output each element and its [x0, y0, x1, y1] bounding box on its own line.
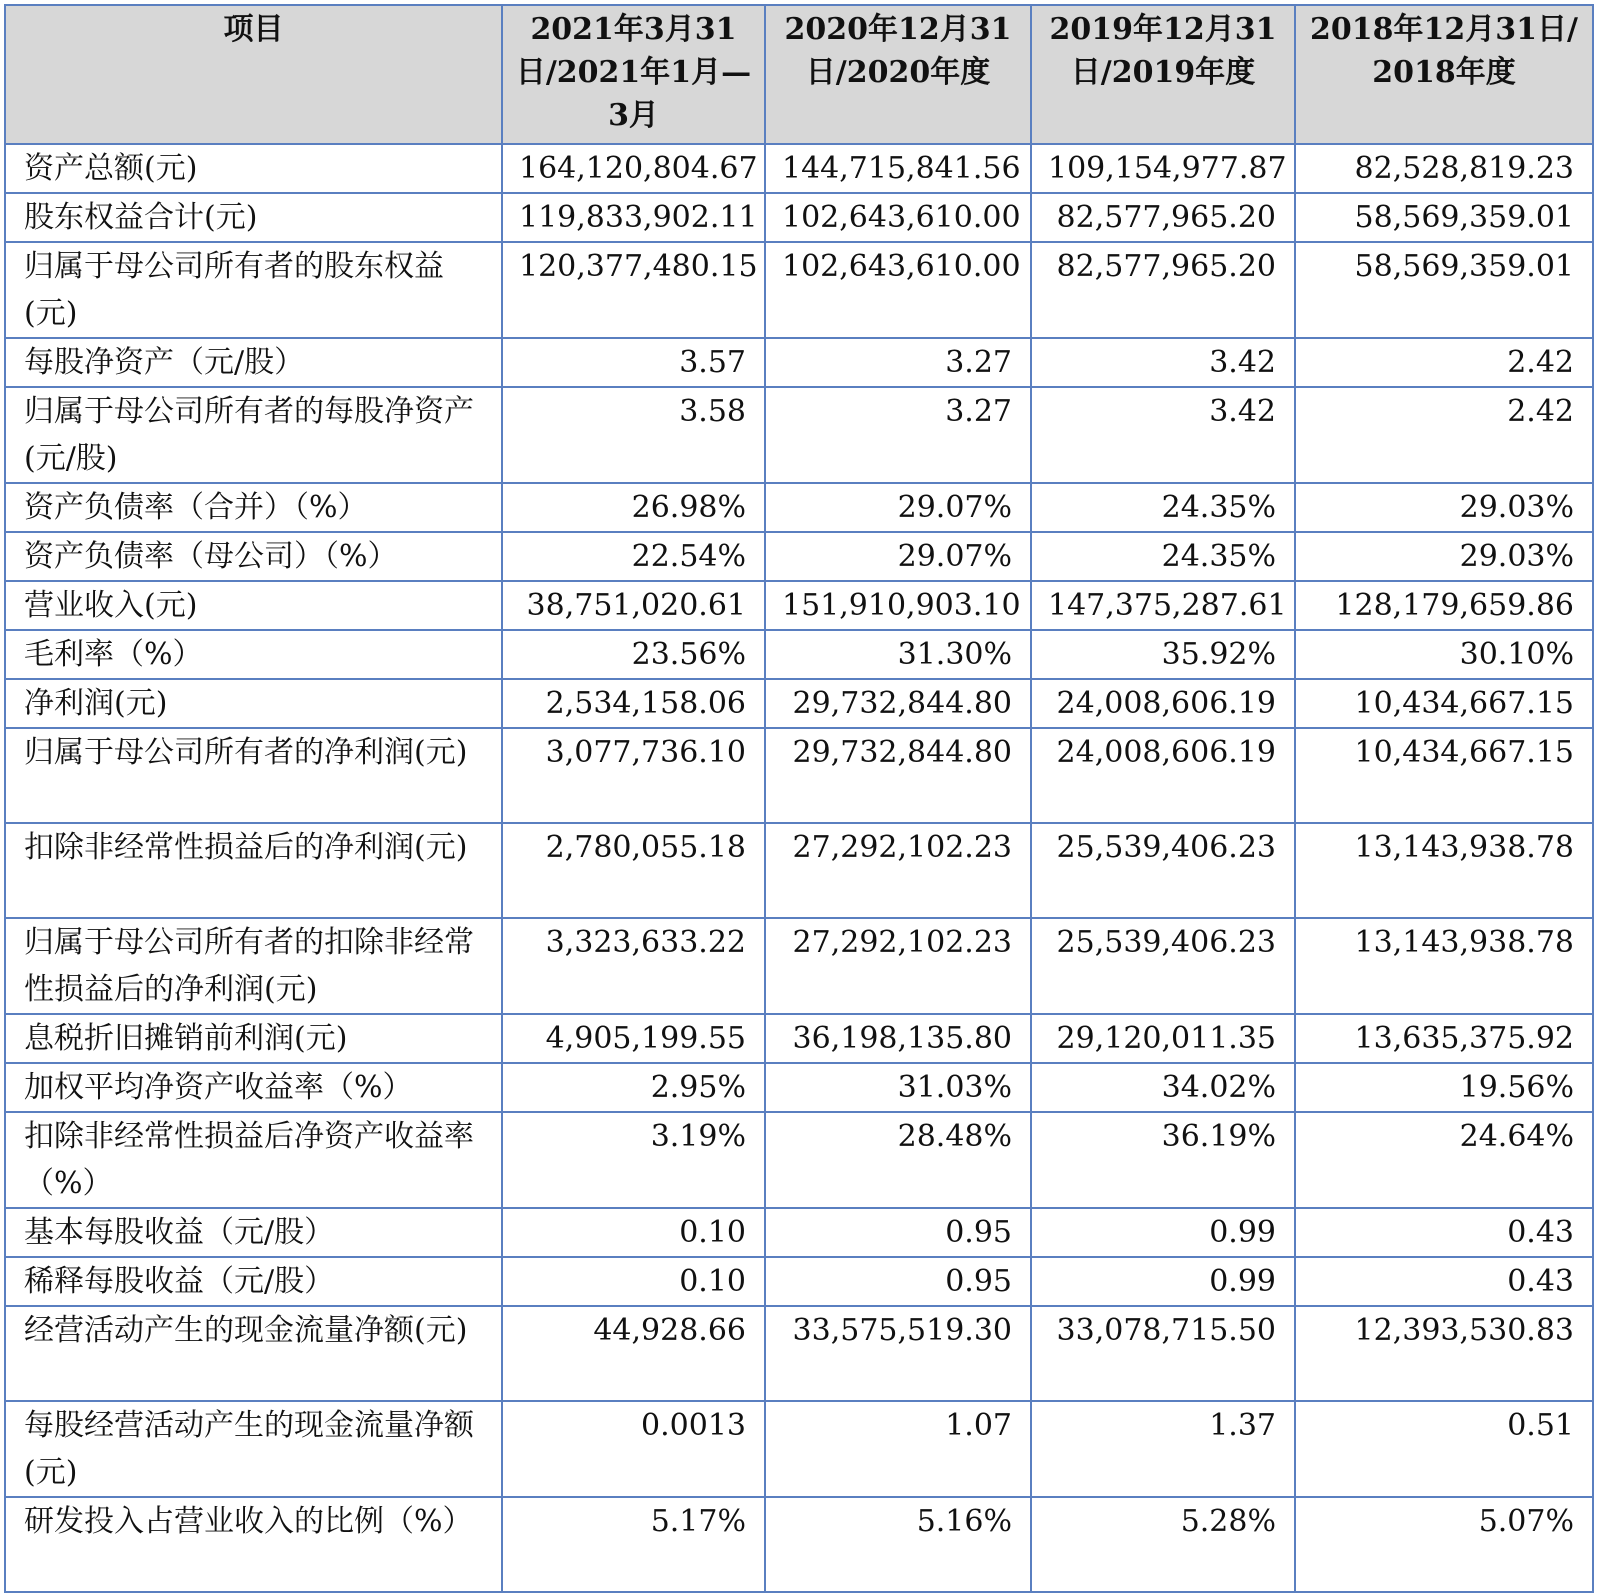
row-value: 24.35% — [1031, 532, 1295, 581]
row-value: 27,292,102.23 — [765, 823, 1031, 918]
row-value: 119,833,902.11 — [502, 193, 765, 242]
row-value: 0.99 — [1031, 1208, 1295, 1257]
row-value: 2,780,055.18 — [502, 823, 765, 918]
table-row — [5, 483, 1593, 532]
row-label: 经营活动产生的现金流量净额(元) — [5, 1306, 502, 1401]
row-value: 24,008,606.19 — [1031, 679, 1295, 728]
header-row — [5, 5, 1593, 144]
table-row — [5, 242, 1593, 338]
row-label: 资产负债率（合并）（%） — [5, 483, 502, 532]
row-value: 102,643,610.00 — [765, 242, 1031, 338]
row-value: 3.58 — [502, 387, 765, 483]
row-value: 13,143,938.78 — [1295, 918, 1593, 1014]
row-value: 120,377,480.15 — [502, 242, 765, 338]
table-row — [5, 387, 1593, 483]
row-value: 102,643,610.00 — [765, 193, 1031, 242]
row-label: 股东权益合计(元) — [5, 193, 502, 242]
row-value: 3.42 — [1031, 387, 1295, 483]
row-value: 4,905,199.55 — [502, 1014, 765, 1063]
row-value: 151,910,903.10 — [765, 581, 1031, 630]
row-value: 0.51 — [1295, 1401, 1593, 1497]
row-value: 5.28% — [1031, 1497, 1295, 1592]
row-label: 资产总额(元) — [5, 144, 502, 193]
row-value: 25,539,406.23 — [1031, 918, 1295, 1014]
row-label: 加权平均净资产收益率（%） — [5, 1063, 502, 1112]
table-row — [5, 1257, 1593, 1306]
table-row — [5, 193, 1593, 242]
row-value: 0.95 — [765, 1208, 1031, 1257]
table-row — [5, 581, 1593, 630]
row-value: 82,528,819.23 — [1295, 144, 1593, 193]
table-row — [5, 1112, 1593, 1208]
row-value: 31.03% — [765, 1063, 1031, 1112]
row-value: 1.07 — [765, 1401, 1031, 1497]
header-period-2021q1: 2021年3月31日/2021年1月—3月 — [502, 5, 765, 144]
row-value: 29.03% — [1295, 483, 1593, 532]
row-value: 0.95 — [765, 1257, 1031, 1306]
row-value: 36.19% — [1031, 1112, 1295, 1208]
row-value: 28.48% — [765, 1112, 1031, 1208]
table-row — [5, 1401, 1593, 1497]
header-period-2018: 2018年12月31日/2018年度 — [1295, 5, 1593, 144]
row-value: 31.30% — [765, 630, 1031, 679]
row-value: 19.56% — [1295, 1063, 1593, 1112]
row-value: 2.42 — [1295, 387, 1593, 483]
table-row — [5, 532, 1593, 581]
row-value: 23.56% — [502, 630, 765, 679]
row-value: 29.07% — [765, 532, 1031, 581]
table-row — [5, 338, 1593, 387]
row-label: 稀释每股收益（元/股） — [5, 1257, 502, 1306]
financial-indicators-table — [4, 4, 1594, 1593]
row-value: 58,569,359.01 — [1295, 193, 1593, 242]
row-value: 82,577,965.20 — [1031, 242, 1295, 338]
table-row — [5, 728, 1593, 823]
row-label: 归属于母公司所有者的净利润(元) — [5, 728, 502, 823]
row-label: 息税折旧摊销前利润(元) — [5, 1014, 502, 1063]
row-value: 0.0013 — [502, 1401, 765, 1497]
table-header — [5, 5, 1593, 144]
row-value: 164,120,804.67 — [502, 144, 765, 193]
row-value: 144,715,841.56 — [765, 144, 1031, 193]
row-value: 2.95% — [502, 1063, 765, 1112]
row-value: 35.92% — [1031, 630, 1295, 679]
row-label: 扣除非经常性损益后净资产收益率（%） — [5, 1112, 502, 1208]
row-value: 2,534,158.06 — [502, 679, 765, 728]
row-value: 1.37 — [1031, 1401, 1295, 1497]
row-value: 0.99 — [1031, 1257, 1295, 1306]
table-row — [5, 1497, 1593, 1592]
row-label: 研发投入占营业收入的比例（%） — [5, 1497, 502, 1592]
row-value: 22.54% — [502, 532, 765, 581]
row-value: 3.27 — [765, 387, 1031, 483]
table-row — [5, 823, 1593, 918]
table-row — [5, 1014, 1593, 1063]
row-value: 5.16% — [765, 1497, 1031, 1592]
row-value: 34.02% — [1031, 1063, 1295, 1112]
row-value: 24.35% — [1031, 483, 1295, 532]
row-value: 10,434,667.15 — [1295, 728, 1593, 823]
row-value: 24,008,606.19 — [1031, 728, 1295, 823]
row-value: 26.98% — [502, 483, 765, 532]
table-row — [5, 918, 1593, 1014]
row-value: 3,323,633.22 — [502, 918, 765, 1014]
row-value: 3.27 — [765, 338, 1031, 387]
row-value: 5.17% — [502, 1497, 765, 1592]
row-label: 归属于母公司所有者的扣除非经常性损益后的净利润(元) — [5, 918, 502, 1014]
row-value: 3,077,736.10 — [502, 728, 765, 823]
row-value: 0.10 — [502, 1257, 765, 1306]
row-value: 38,751,020.61 — [502, 581, 765, 630]
row-value: 30.10% — [1295, 630, 1593, 679]
row-label: 资产负债率（母公司）（%） — [5, 532, 502, 581]
row-label: 归属于母公司所有者的每股净资产(元/股) — [5, 387, 502, 483]
row-label: 归属于母公司所有者的股东权益(元) — [5, 242, 502, 338]
row-value: 33,078,715.50 — [1031, 1306, 1295, 1401]
row-value: 0.10 — [502, 1208, 765, 1257]
row-value: 109,154,977.87 — [1031, 144, 1295, 193]
row-value: 2.42 — [1295, 338, 1593, 387]
row-value: 5.07% — [1295, 1497, 1593, 1592]
table-row — [5, 144, 1593, 193]
row-value: 13,635,375.92 — [1295, 1014, 1593, 1063]
table-row — [5, 679, 1593, 728]
row-value: 3.57 — [502, 338, 765, 387]
table-row — [5, 1306, 1593, 1401]
row-value: 29,732,844.80 — [765, 679, 1031, 728]
row-value: 25,539,406.23 — [1031, 823, 1295, 918]
row-value: 58,569,359.01 — [1295, 242, 1593, 338]
row-value: 12,393,530.83 — [1295, 1306, 1593, 1401]
row-value: 3.42 — [1031, 338, 1295, 387]
row-label: 每股净资产（元/股） — [5, 338, 502, 387]
row-value: 44,928.66 — [502, 1306, 765, 1401]
row-label: 毛利率（%） — [5, 630, 502, 679]
table-body — [5, 144, 1593, 1592]
row-label: 基本每股收益（元/股） — [5, 1208, 502, 1257]
row-value: 29,732,844.80 — [765, 728, 1031, 823]
row-label: 每股经营活动产生的现金流量净额(元) — [5, 1401, 502, 1497]
row-value: 0.43 — [1295, 1257, 1593, 1306]
row-value: 0.43 — [1295, 1208, 1593, 1257]
row-value: 33,575,519.30 — [765, 1306, 1031, 1401]
row-label: 营业收入(元) — [5, 581, 502, 630]
row-value: 36,198,135.80 — [765, 1014, 1031, 1063]
row-value: 24.64% — [1295, 1112, 1593, 1208]
table-row — [5, 1208, 1593, 1257]
header-item: 项目 — [5, 5, 502, 144]
row-value: 29,120,011.35 — [1031, 1014, 1295, 1063]
header-period-2020: 2020年12月31日/2020年度 — [765, 5, 1031, 144]
table-row — [5, 630, 1593, 679]
header-period-2019: 2019年12月31日/2019年度 — [1031, 5, 1295, 144]
row-value: 13,143,938.78 — [1295, 823, 1593, 918]
row-value: 147,375,287.61 — [1031, 581, 1295, 630]
row-value: 3.19% — [502, 1112, 765, 1208]
row-value: 29.03% — [1295, 532, 1593, 581]
row-value: 29.07% — [765, 483, 1031, 532]
row-value: 27,292,102.23 — [765, 918, 1031, 1014]
row-label: 净利润(元) — [5, 679, 502, 728]
row-value: 10,434,667.15 — [1295, 679, 1593, 728]
table-row — [5, 1063, 1593, 1112]
row-value: 82,577,965.20 — [1031, 193, 1295, 242]
row-value: 128,179,659.86 — [1295, 581, 1593, 630]
row-label: 扣除非经常性损益后的净利润(元) — [5, 823, 502, 918]
